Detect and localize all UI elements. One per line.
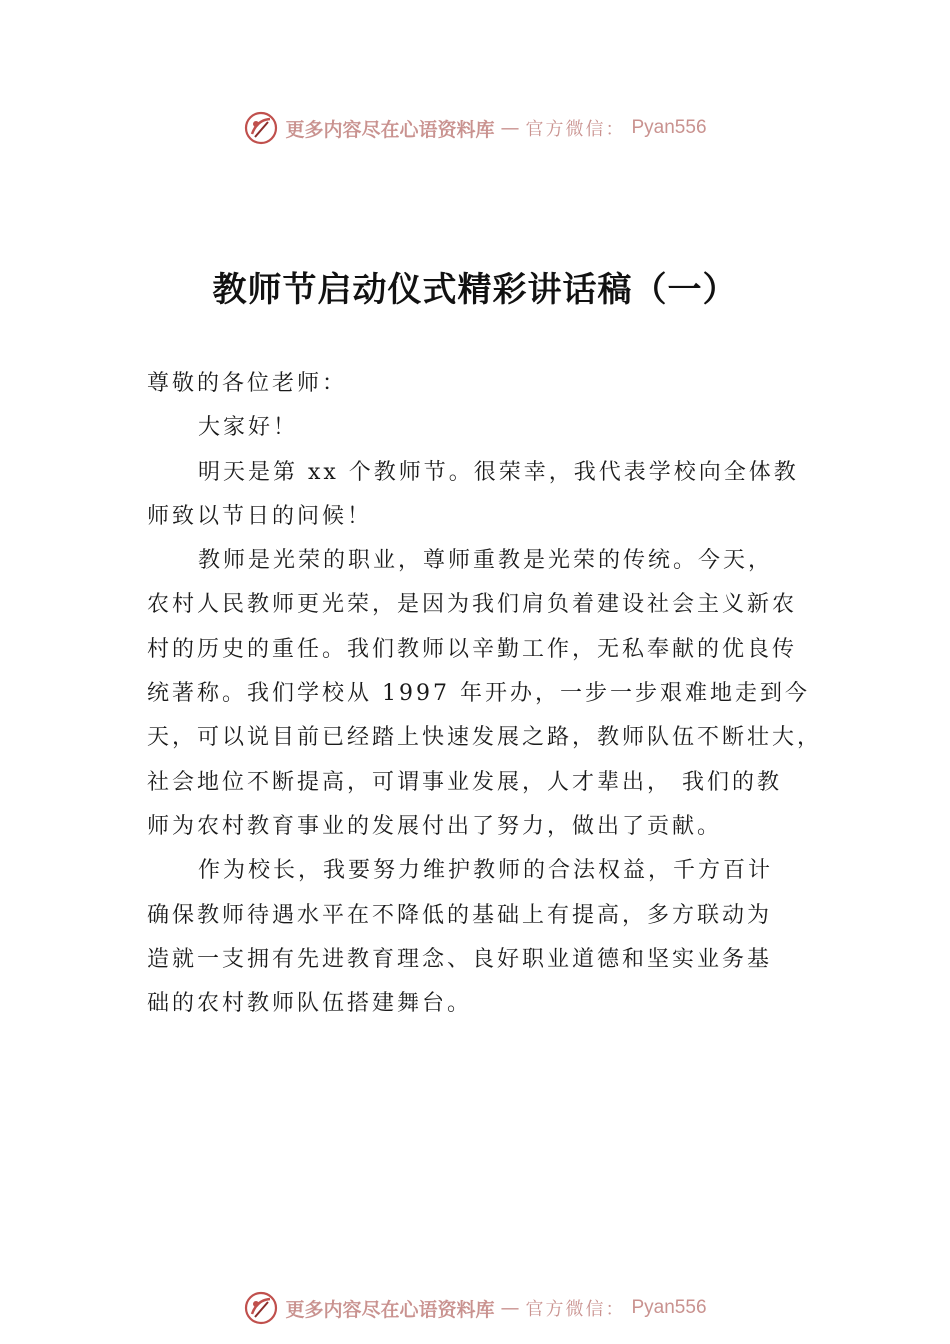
logo-icon: [243, 1290, 279, 1326]
watermark-separator: —: [500, 1297, 520, 1319]
body-line: 天，可以说目前已经踏上快速发展之路，教师队伍不断壮大，: [147, 725, 823, 751]
watermark-header: [0, 108, 950, 148]
watermark-footer: [0, 1288, 950, 1328]
watermark-wechat-id: Pyan556: [631, 1297, 707, 1318]
greeting: 大家好！: [198, 415, 299, 441]
watermark-wechat-id: Pyan556: [631, 117, 707, 138]
watermark-separator: —: [500, 117, 520, 139]
body-line: 师为农村教育事业的发展付出了努力，做出了贡献。: [147, 813, 723, 839]
body-line: 明天是第 xx 个教师节。很荣幸，我代表学校向全体教: [198, 459, 799, 485]
watermark-label: 官方微信：: [525, 1299, 626, 1320]
body-line: 村的历史的重任。我们教师以辛勤工作，无私奉献的优良传: [147, 636, 798, 662]
body-line: 确保教师待遇水平在不降低的基础上有提高，多方联动为: [147, 902, 773, 928]
body-line: 教师是光荣的职业，尊师重教是光荣的传统。今天，: [198, 548, 774, 574]
watermark-text: 更多内容尽在心语资料库: [285, 118, 495, 141]
body-line: 础的农村教师队伍搭建舞台。: [147, 991, 473, 1017]
body-line: 农村人民教师更光荣，是因为我们肩负着建设社会主义新农: [147, 592, 798, 618]
salutation: 尊敬的各位老师：: [147, 371, 348, 396]
body-line: 造就一支拥有先进教育理念、良好职业道德和坚实业务基: [147, 946, 773, 972]
document-body: [147, 362, 823, 1026]
body-line: 师致以节日的问候！: [147, 503, 373, 529]
body-line: 社会地位不断提高，可谓事业发展，人才辈出， 我们的教: [147, 769, 782, 795]
logo-icon: [243, 110, 279, 146]
watermark-label: 官方微信：: [525, 119, 626, 140]
watermark-text: 更多内容尽在心语资料库: [285, 1298, 495, 1321]
body-line: 作为校长，我要努力维护教师的合法权益，千方百计: [198, 858, 774, 884]
body-line: 统著称。我们学校从 1997 年开办，一步一步艰难地走到今: [147, 681, 810, 707]
document-title: 教师节启动仪式精彩讲话稿（一）: [212, 270, 738, 310]
